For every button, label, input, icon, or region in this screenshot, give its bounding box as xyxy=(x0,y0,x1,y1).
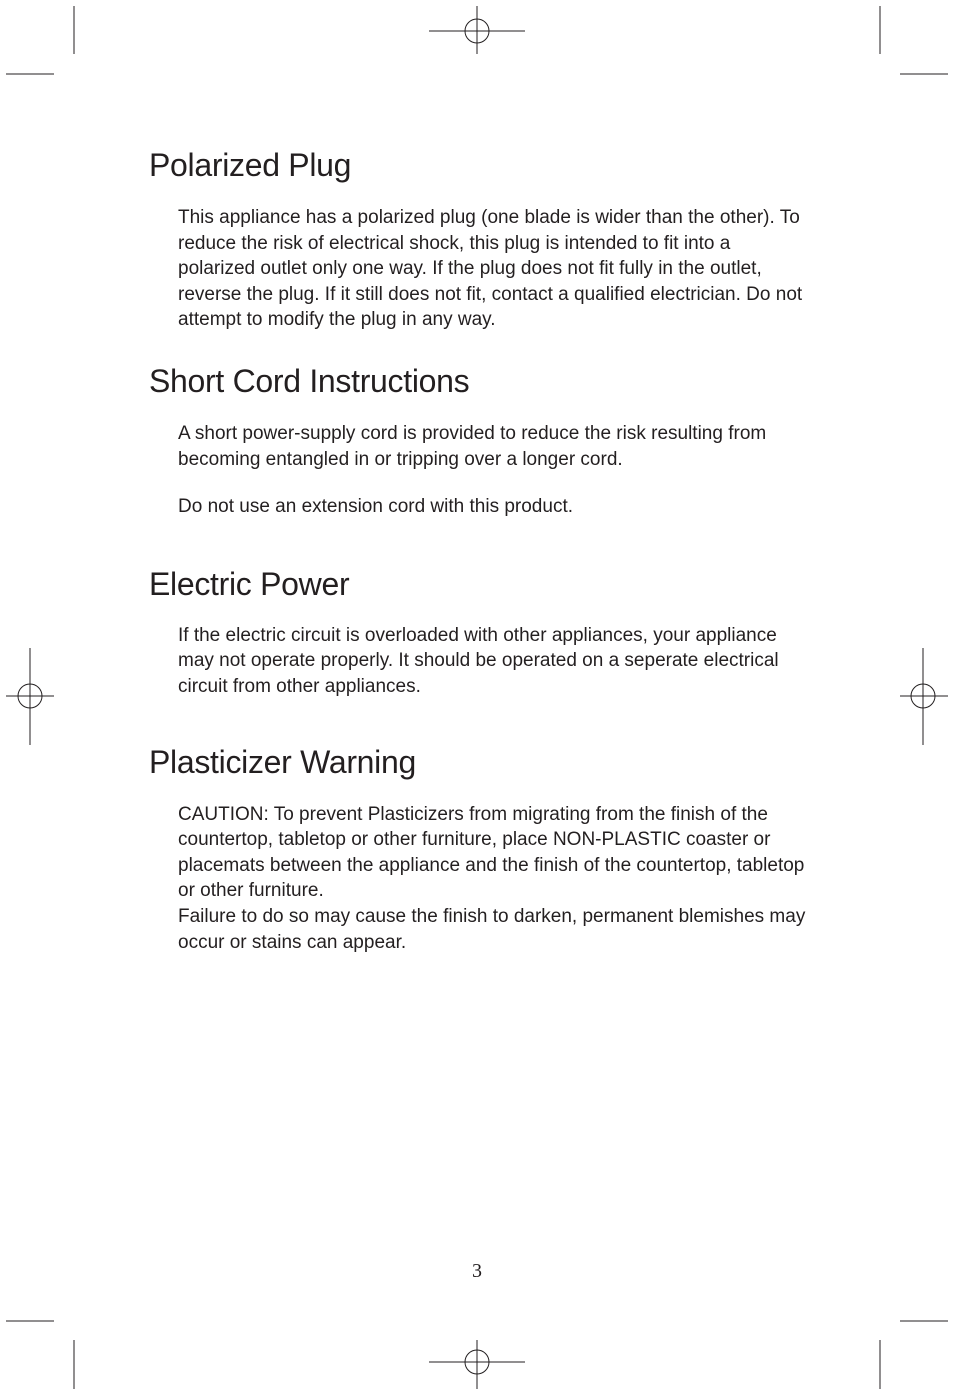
page-number: 3 xyxy=(472,1260,482,1282)
section-paragraph: This appliance has a polarized plug (one blade is wider than the other). To reduce the risk of electrical shock, this plug is intended to fit into a polarized outlet only one way. If the plug does not fit fully in the outlet, reverse the plug. If it still does not fit, contact a qualified electrician. Do not attempt to modify the plug in any way. xyxy=(178,207,803,331)
section-polarized-plug xyxy=(149,145,829,333)
registration-mark-right xyxy=(900,648,948,745)
section-heading: Plasticizer Warning xyxy=(149,743,416,780)
page-content xyxy=(149,145,829,955)
registration-mark-top xyxy=(429,6,525,54)
section-paragraph: A short power-supply cord is provided to reduce the risk resulting from becoming entangled in or tripping over a longer cord. xyxy=(178,422,767,470)
section-heading: Polarized Plug xyxy=(149,147,352,183)
section-paragraph: Do not use an extension cord with this product. xyxy=(178,496,574,518)
registration-mark-bottom xyxy=(429,1340,525,1389)
section-short-cord-instructions xyxy=(149,361,829,520)
section-paragraph: Failure to do so may cause the finish to darken, permanent blemishes may occur or stains can appear. xyxy=(178,905,806,953)
section-paragraph: If the electric circuit is overloaded with other appliances, your appliance may not operate properly. It should be operated on a seperate electrical circuit from other appliances. xyxy=(178,624,779,697)
registration-mark-left xyxy=(6,648,54,745)
section-plasticizer-warning xyxy=(149,742,829,956)
section-paragraph: CAUTION: To prevent Plasticizers from migrating from the finish of the countertop, tabletop or other furniture, place NON-PLASTIC coaster or placemats between the appliance and the finish of the countertop, tabletop or other furniture. xyxy=(178,803,805,902)
section-heading: Short Cord Instructions xyxy=(149,362,470,399)
section-electric-power xyxy=(149,564,829,700)
section-heading: Electric Power xyxy=(149,565,350,602)
